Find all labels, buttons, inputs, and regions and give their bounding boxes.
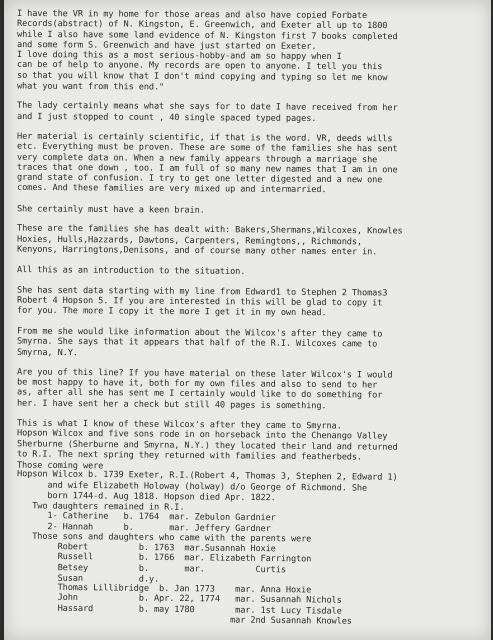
typed-line: Kenyons, Harringtons,Denisons, and of course many other names enter in. bbox=[16, 244, 378, 258]
typed-line: etc. Everything must be proven. These are some of the families she has sent bbox=[16, 141, 398, 155]
typed-line: Hopson Wilcox b. 1739 Exeter, R.I.(Robert 4, Thomas 3, Stephen 2, Edward 1) bbox=[16, 469, 398, 484]
typed-line: grand state of confusion. I try to get one letter digested and a new one bbox=[16, 172, 383, 186]
typed-line: while I also have some land evidence of N. Kingston first 7 books completed bbox=[16, 29, 398, 42]
typed-line: traces that one down , too. I am full of so many new names that I am in one bbox=[16, 162, 398, 176]
typed-line: Those sons and daughters who came with the parents were bbox=[16, 531, 312, 545]
typed-line: and some form S. Greenwich and have just started on Exeter. bbox=[16, 39, 317, 52]
typed-line: Robert b. 1763 mar.Susannah Hoxie bbox=[16, 541, 276, 555]
typed-line: Are you of this line? If you have material on these later Wilcox's I would bbox=[16, 367, 393, 381]
typed-line: very complete data on. When a new family appears through a marriage she bbox=[16, 152, 378, 165]
typed-line: to R.I. The next spring they returned with families and featherbeds. bbox=[16, 449, 363, 463]
typed-line: This is what I know of these Wilcox's after they came to Smyrna. bbox=[16, 418, 342, 432]
typed-line: Smyrna. She says that it appears that half of the R.I. Wilcoxes came to bbox=[16, 336, 378, 350]
typed-line: can be of help to anyone. My records are open to anyone. I tell you this bbox=[16, 60, 383, 73]
typed-line: I have the VR in my home for those areas and also have copied Forbate bbox=[16, 8, 368, 22]
typed-line: Hopson Wilcox and five sons rode in on horseback into the Chenango Valley bbox=[16, 428, 388, 442]
typed-line: She certainly must have a keen brain. bbox=[16, 204, 205, 216]
typed-line: Hassard b. may 1780 mar. 1st Lucy Tisdale bbox=[16, 602, 342, 617]
typed-line: From me she would like information about the Wilcox's after they came to bbox=[16, 326, 383, 340]
typed-line: Hoxies, Hulls,Hazzards, Dawtons, Carpenters, Remingtons,, Richmonds, bbox=[16, 234, 363, 247]
typed-line: be most happy to have it, both for my own files and also to send to her bbox=[16, 377, 378, 391]
typed-line: The lady certainly means what she says for to date I have received from her bbox=[16, 100, 398, 114]
typed-letter-page bbox=[4, 0, 491, 640]
typed-line: Smyrna, N.Y. bbox=[16, 347, 78, 359]
typed-line: born 1744-d. Aug 1818. Hopson died Apr. 1822. bbox=[16, 490, 276, 503]
typed-line: her. I have sent her a check but still 40 pages is something. bbox=[16, 398, 327, 411]
typed-line: I love doing this as a most serious-hobby-and am so happy when I bbox=[16, 49, 342, 63]
typed-line: what you want from this end." bbox=[16, 81, 165, 93]
typed-line: Russell b. 1766 mar. Elizabeth Farrington bbox=[16, 551, 312, 565]
typed-line: for you. The more I copy it the more I get it in my own head. bbox=[16, 305, 327, 319]
typed-line: Those coming were bbox=[16, 460, 104, 472]
typed-line: Thomas Lillibridge b. Jan 1773 mar. Anna Hoxie bbox=[16, 582, 312, 596]
typed-line: Sherburne (Sherburne and Smyrna, N.Y.) they located their land and returned bbox=[16, 438, 398, 453]
typed-line: 2- Hannah b. mar. Jeffery Gardner bbox=[16, 521, 271, 534]
typed-line: Betsey b. mar. Curtis bbox=[16, 562, 286, 575]
typed-line: All this as an introduction to the situation. bbox=[16, 265, 246, 278]
typed-line: as, after all she has sent me I certainly would like to do something for bbox=[16, 387, 383, 401]
typed-line: Two daughters remained in R.I. bbox=[16, 501, 185, 513]
typed-line: John b. Apr. 22, 1774 mar. Susannah Nichols bbox=[16, 592, 342, 606]
typed-line: Robert 4 Hopson 5. If you are interested in this will be glad to copy it bbox=[16, 295, 383, 309]
typed-line: Records(abstract) of N. Kingston, E. Greenwich, and Exeter all up to 1800 bbox=[16, 19, 388, 32]
typed-line: and wife Elizabeth Holoway (holway) d/o George of Richmond. She bbox=[16, 479, 368, 494]
typed-line: so that you will know that I don't mind copying and typing so let me know bbox=[16, 70, 388, 83]
typed-line: Susan d.y. bbox=[16, 573, 160, 585]
typed-line: She has sent data starting with my line from Edward1 to Stephen 2 Thomas3 bbox=[16, 285, 388, 299]
typed-line: These are the families she has dealt with: Bakers,Shermans,Wilcoxes, Knowles bbox=[16, 223, 403, 237]
typed-line: 1- Catherine b. 1764 mar. Zebulon Gardnier bbox=[16, 511, 276, 524]
typed-line: Her material is certainly scientific, if that is the word. VR, deeds wills bbox=[16, 131, 393, 145]
typed-line: and I just stopped to count , 40 single spaced typed pages. bbox=[16, 111, 317, 124]
typed-line: comes. And these families are very mixed up and intermarried. bbox=[16, 183, 327, 196]
typed-line: mar 2nd Susannah Knowles bbox=[16, 613, 352, 627]
